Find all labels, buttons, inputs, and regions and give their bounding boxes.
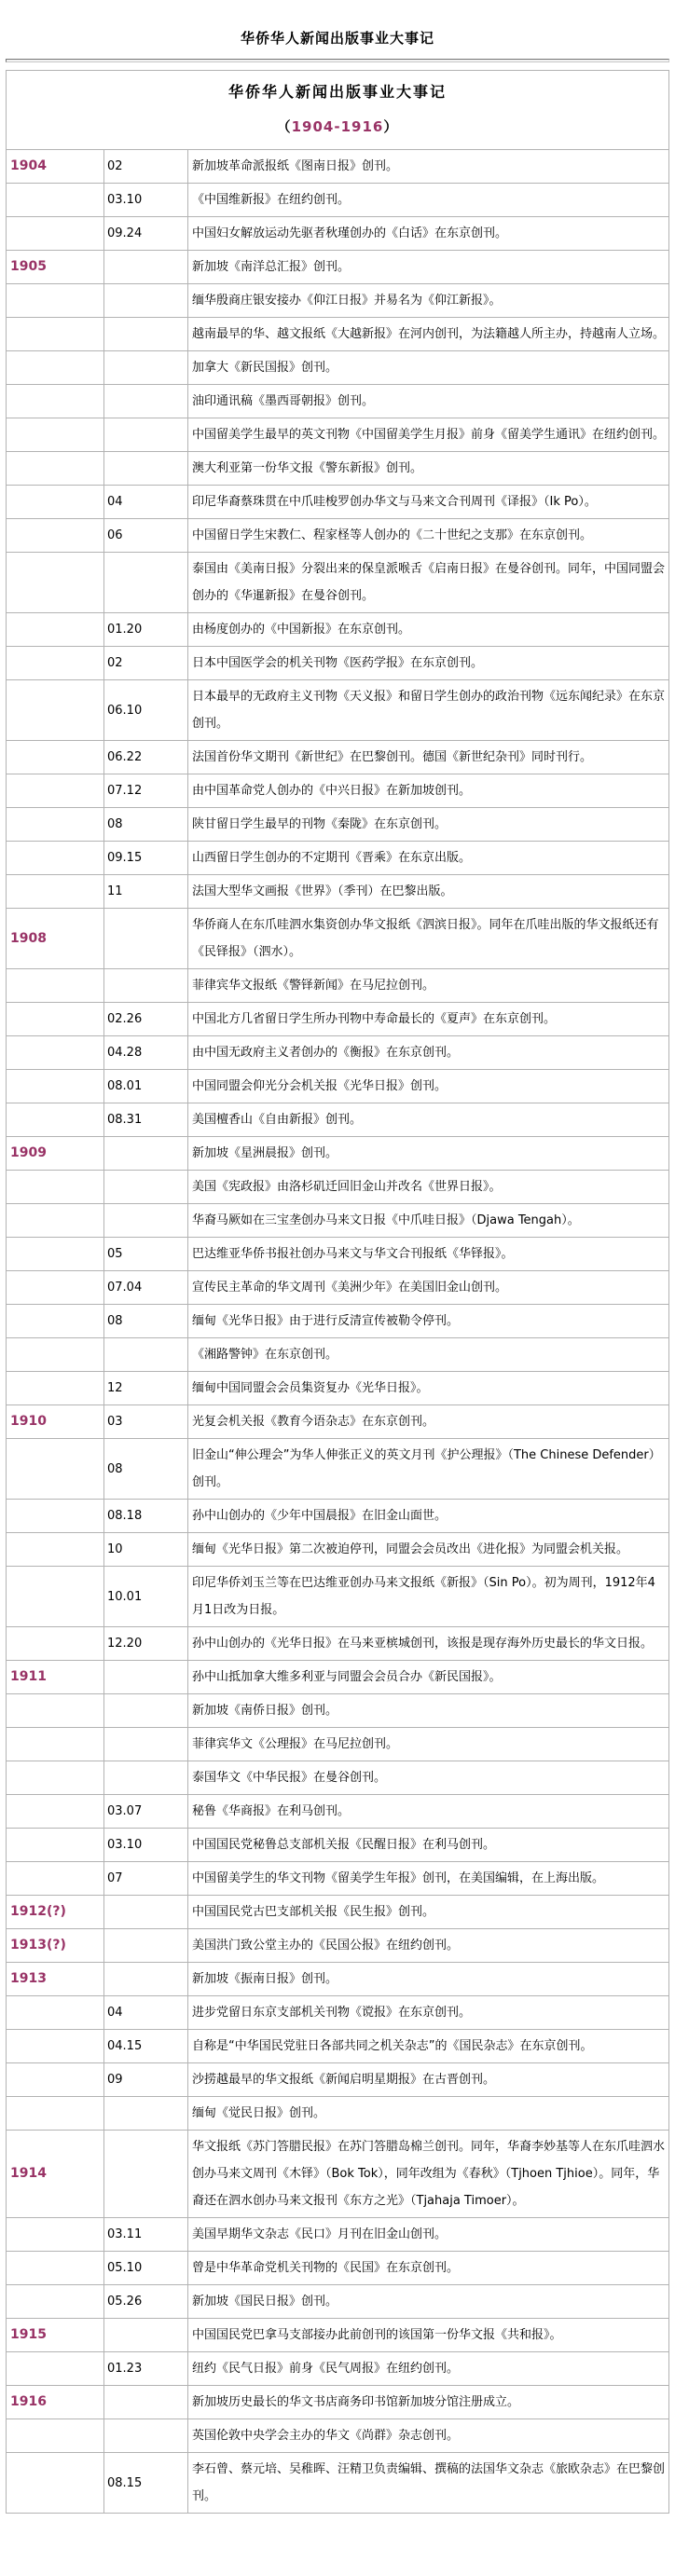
- event-cell: 光复会机关报《教育今语杂志》在东京创刊。: [188, 1405, 669, 1439]
- table-row: [7, 2453, 669, 2514]
- date-cell: 01.23: [104, 2352, 188, 2386]
- event-cell: 新加坡历史最长的华文书店商务印书馆新加坡分馆注册成立。: [188, 2386, 669, 2419]
- year-cell: [7, 385, 104, 418]
- year-cell: [7, 351, 104, 385]
- date-cell: [104, 452, 188, 486]
- year-cell: [7, 184, 104, 217]
- date-cell: 08.01: [104, 1070, 188, 1103]
- event-cell: 由中国革命党人创办的《中兴日报》在新加坡创刊。: [188, 774, 669, 808]
- year-cell: [7, 2063, 104, 2097]
- date-cell: 02.26: [104, 1003, 188, 1036]
- event-cell: 法国大型华文画报《世界》（季刊）在巴黎出版。: [188, 875, 669, 909]
- date-cell: [104, 351, 188, 385]
- event-cell: 山西留日学生创办的不定期刊《晋乘》在东京出版。: [188, 842, 669, 875]
- year-cell: [7, 217, 104, 251]
- date-cell: 02: [104, 150, 188, 184]
- event-cell: 新加坡《南洋总汇报》创刊。: [188, 251, 669, 284]
- table-row: [7, 1372, 669, 1405]
- table-row: [7, 1137, 669, 1171]
- event-cell: 加拿大《新民国报》创刊。: [188, 351, 669, 385]
- date-cell: 05: [104, 1238, 188, 1271]
- date-cell: 09.24: [104, 217, 188, 251]
- date-cell: [104, 2131, 188, 2218]
- table-body: [7, 150, 669, 2514]
- event-cell: 中国北方几省留日学生所办刊物中寿命最长的《夏声》在东京创刊。: [188, 1003, 669, 1036]
- event-cell: 中国同盟会仰光分会机关报《光华日报》创刊。: [188, 1070, 669, 1103]
- date-cell: 04: [104, 1996, 188, 2030]
- date-cell: [104, 553, 188, 613]
- date-cell: 08.15: [104, 2453, 188, 2514]
- date-cell: 03.11: [104, 2218, 188, 2252]
- date-cell: 10.01: [104, 1567, 188, 1627]
- year-cell: 1915: [7, 2319, 104, 2352]
- table-row: [7, 2319, 669, 2352]
- table-row: [7, 1896, 669, 1929]
- table-row: [7, 613, 669, 647]
- event-cell: 澳大利亚第一份华文报《警东新报》创刊。: [188, 452, 669, 486]
- event-cell: 孙中山创办的《光华日报》在马来亚槟城创刊，该报是现存海外历史最长的华文日报。: [188, 1627, 669, 1661]
- date-cell: 09: [104, 2063, 188, 2097]
- date-cell: [104, 318, 188, 351]
- event-cell: 秘鲁《华商报》在利马创刊。: [188, 1795, 669, 1829]
- event-cell: 中国留美学生最早的英文刊物《中国留美学生月报》前身《留美学生通讯》在纽约创刊。: [188, 418, 669, 452]
- event-cell: 新加坡《国民日报》创刊。: [188, 2285, 669, 2319]
- year-cell: [7, 1204, 104, 1238]
- date-cell: 08.31: [104, 1103, 188, 1137]
- event-cell: 日本最早的无政府主义刊物《天义报》和留日学生创办的政治刊物《远东闻纪录》在东京创刊。: [188, 680, 669, 741]
- table-row: [7, 969, 669, 1003]
- event-cell: 法国首份华文期刊《新世纪》在巴黎创刊。德国《新世纪杂刊》同时刊行。: [188, 741, 669, 774]
- date-cell: [104, 1896, 188, 1929]
- table-row: [7, 1271, 669, 1305]
- table-row: [7, 2352, 669, 2386]
- table-row: [7, 842, 669, 875]
- table-row: [7, 2218, 669, 2252]
- event-cell: 孙中山创办的《少年中国晨报》在旧金山面世。: [188, 1500, 669, 1533]
- date-cell: [104, 1661, 188, 1694]
- year-cell: 1913(?): [7, 1929, 104, 1963]
- event-cell: 中国留美学生的华文刊物《留美学生年报》创刊，在美国编辑，在上海出版。: [188, 1862, 669, 1896]
- table-row: [7, 1305, 669, 1338]
- date-cell: 05.10: [104, 2252, 188, 2285]
- date-cell: 07.12: [104, 774, 188, 808]
- year-cell: [7, 613, 104, 647]
- date-cell: [104, 2386, 188, 2419]
- event-cell: 新加坡《星洲晨报》创刊。: [188, 1137, 669, 1171]
- date-cell: [104, 2097, 188, 2131]
- date-cell: 07.04: [104, 1271, 188, 1305]
- table-row: [7, 1661, 669, 1694]
- event-cell: 宣传民主革命的华文周刊《美洲少年》在美国旧金山创刊。: [188, 1271, 669, 1305]
- table-row: [7, 680, 669, 741]
- event-cell: 《中国维新报》在纽约创刊。: [188, 184, 669, 217]
- date-cell: [104, 1338, 188, 1372]
- table-header-row: [7, 71, 669, 150]
- table-row: [7, 1405, 669, 1439]
- year-cell: [7, 1761, 104, 1795]
- year-cell: [7, 1439, 104, 1500]
- date-cell: [104, 1171, 188, 1204]
- date-cell: 03: [104, 1405, 188, 1439]
- page-title: 华侨华人新闻出版事业大事记: [240, 30, 434, 47]
- event-cell: 缅甸《光华日报》由于进行反清宣传被勒令停刊。: [188, 1305, 669, 1338]
- table-row: [7, 217, 669, 251]
- table-row: [7, 2386, 669, 2419]
- year-cell: [7, 1862, 104, 1896]
- year-cell: [7, 452, 104, 486]
- page: [0, 28, 675, 2514]
- year-cell: [7, 1829, 104, 1862]
- date-cell: [104, 2319, 188, 2352]
- event-cell: 进步党留日东京支部机关刊物《谠报》在东京创刊。: [188, 1996, 669, 2030]
- date-cell: 11: [104, 875, 188, 909]
- date-cell: [104, 1204, 188, 1238]
- date-cell: [104, 385, 188, 418]
- year-cell: [7, 1533, 104, 1567]
- event-cell: 《湘路警钟》在东京创刊。: [188, 1338, 669, 1372]
- year-cell: [7, 1694, 104, 1728]
- date-cell: [104, 1929, 188, 1963]
- year-cell: [7, 1003, 104, 1036]
- event-cell: 华侨商人在东爪哇泗水集资创办华文报纸《泗滨日报》。同年在爪哇出版的华文报纸还有《民铎报》（泗水）。: [188, 909, 669, 969]
- date-cell: 08: [104, 1439, 188, 1500]
- event-cell: 孙中山抵加拿大维多利亚与同盟会会员合办《新民国报》。: [188, 1661, 669, 1694]
- event-cell: 由杨度创办的《中国新报》在东京创刊。: [188, 613, 669, 647]
- date-cell: 04.15: [104, 2030, 188, 2063]
- table-row: [7, 2252, 669, 2285]
- year-cell: [7, 969, 104, 1003]
- table-row: [7, 318, 669, 351]
- event-cell: 美国檀香山《自由新报》创刊。: [188, 1103, 669, 1137]
- date-cell: 03.10: [104, 1829, 188, 1862]
- table-row: [7, 2063, 669, 2097]
- event-cell: 泰国由《美南日报》分裂出来的保皇派喉舌《启南日报》在曼谷创刊。同年，中国同盟会创办的《华暹新报》在曼谷创刊。: [188, 553, 669, 613]
- table-row: [7, 1533, 669, 1567]
- year-cell: 1910: [7, 1405, 104, 1439]
- year-cell: [7, 1036, 104, 1070]
- table-row: [7, 553, 669, 613]
- year-cell: [7, 1103, 104, 1137]
- table-row: [7, 875, 669, 909]
- table-row: [7, 2131, 669, 2218]
- event-cell: 中国国民党秘鲁总支部机关报《民醒日报》在利马创刊。: [188, 1829, 669, 1862]
- date-cell: [104, 251, 188, 284]
- table-row: [7, 452, 669, 486]
- date-cell: [104, 969, 188, 1003]
- subtitle-year-range: 1904-1916: [291, 118, 384, 135]
- year-cell: [7, 318, 104, 351]
- event-cell: 新加坡《振南日报》创刊。: [188, 1963, 669, 1996]
- event-cell: 沙捞越最早的华文报纸《新闻启明星期报》在古晋创刊。: [188, 2063, 669, 2097]
- year-cell: [7, 2285, 104, 2319]
- table-row: [7, 1439, 669, 1500]
- year-cell: [7, 875, 104, 909]
- table-row: [7, 418, 669, 452]
- year-cell: [7, 1567, 104, 1627]
- year-cell: [7, 418, 104, 452]
- table-row: [7, 1728, 669, 1761]
- table-row: [7, 385, 669, 418]
- year-cell: 1916: [7, 2386, 104, 2419]
- date-cell: [104, 1728, 188, 1761]
- table-row: [7, 1103, 669, 1137]
- table-row: [7, 2285, 669, 2319]
- table-row: [7, 486, 669, 519]
- event-cell: 缅甸《光华日报》第二次被迫停刊，同盟会会员改出《进化报》为同盟会机关报。: [188, 1533, 669, 1567]
- table-row: [7, 251, 669, 284]
- year-cell: [7, 680, 104, 741]
- year-cell: [7, 284, 104, 318]
- year-cell: [7, 1500, 104, 1533]
- date-cell: [104, 1761, 188, 1795]
- year-cell: [7, 1338, 104, 1372]
- table-subtitle: [10, 116, 665, 136]
- year-cell: [7, 2218, 104, 2252]
- event-cell: 缅华殷商庄银安接办《仰江日报》并易名为《仰江新报》。: [188, 284, 669, 318]
- year-cell: [7, 2097, 104, 2131]
- table-row: [7, 774, 669, 808]
- event-cell: 陕甘留日学生最早的刊物《秦陇》在东京创刊。: [188, 808, 669, 842]
- event-cell: 菲律宾华文报纸《警铎新闻》在马尼拉创刊。: [188, 969, 669, 1003]
- year-cell: 1913: [7, 1963, 104, 1996]
- date-cell: 04: [104, 486, 188, 519]
- event-cell: 油印通讯稿《墨西哥朝报》创刊。: [188, 385, 669, 418]
- table-row: [7, 1070, 669, 1103]
- table-row: [7, 1338, 669, 1372]
- table-row: [7, 1500, 669, 1533]
- event-cell: 新加坡《南侨日报》创刊。: [188, 1694, 669, 1728]
- event-cell: 中国国民党古巴支部机关报《民生报》创刊。: [188, 1896, 669, 1929]
- year-cell: [7, 1070, 104, 1103]
- date-cell: 06.22: [104, 741, 188, 774]
- table-row: [7, 808, 669, 842]
- date-cell: 02: [104, 647, 188, 680]
- event-cell: 泰国华文《中华民报》在曼谷创刊。: [188, 1761, 669, 1795]
- table-row: [7, 1996, 669, 2030]
- table-header-cell: [7, 71, 669, 150]
- year-cell: [7, 2453, 104, 2514]
- year-cell: [7, 1171, 104, 1204]
- date-cell: 03.07: [104, 1795, 188, 1829]
- year-cell: [7, 2419, 104, 2453]
- event-cell: 旧金山“伸公理会”为华人伸张正义的英文月刊《护公理报》（The Chinese Defender）创刊。: [188, 1439, 669, 1500]
- date-cell: 09.15: [104, 842, 188, 875]
- date-cell: 04.28: [104, 1036, 188, 1070]
- event-cell: 印尼华裔蔡珠贯在中爪哇梭罗创办华文与马来文合刊周刊《译报》（Ik Po）。: [188, 486, 669, 519]
- event-cell: 缅甸中国同盟会会员集资复办《光华日报》。: [188, 1372, 669, 1405]
- date-cell: [104, 284, 188, 318]
- date-cell: 07: [104, 1862, 188, 1896]
- table-row: [7, 1567, 669, 1627]
- year-cell: [7, 2352, 104, 2386]
- table-row: [7, 184, 669, 217]
- year-cell: [7, 741, 104, 774]
- event-cell: 美国洪门致公堂主办的《民国公报》在纽约创刊。: [188, 1929, 669, 1963]
- date-cell: 08.18: [104, 1500, 188, 1533]
- year-cell: [7, 1271, 104, 1305]
- year-cell: 1908: [7, 909, 104, 969]
- event-cell: 自称是“中华国民党驻日各部共同之机关杂志”的《国民杂志》在东京创刊。: [188, 2030, 669, 2063]
- year-cell: [7, 774, 104, 808]
- table-row: [7, 519, 669, 553]
- year-cell: [7, 842, 104, 875]
- date-cell: [104, 909, 188, 969]
- year-cell: 1904: [7, 150, 104, 184]
- date-cell: 05.26: [104, 2285, 188, 2319]
- year-cell: [7, 486, 104, 519]
- event-cell: 英国伦敦中央学会主办的华文《尚群》杂志创刊。: [188, 2419, 669, 2453]
- year-cell: [7, 1795, 104, 1829]
- table-row: [7, 150, 669, 184]
- events-table: [6, 70, 669, 2514]
- horizontal-divider: [6, 59, 669, 62]
- table-row: [7, 2419, 669, 2453]
- date-cell: [104, 1137, 188, 1171]
- event-cell: 巴达维亚华侨书报社创办马来文与华文合刊报纸《华铎报》。: [188, 1238, 669, 1271]
- year-cell: [7, 1728, 104, 1761]
- event-cell: 日本中国医学会的机关刊物《医药学报》在东京创刊。: [188, 647, 669, 680]
- date-cell: 01.20: [104, 613, 188, 647]
- event-cell: 新加坡革命派报纸《图南日报》创刊。: [188, 150, 669, 184]
- event-cell: 美国《宪政报》由洛杉矶迁回旧金山并改名《世界日报》。: [188, 1171, 669, 1204]
- table-row: [7, 1694, 669, 1728]
- event-cell: 缅甸《觉民日报》创刊。: [188, 2097, 669, 2131]
- table-row: [7, 1171, 669, 1204]
- table-row: [7, 2097, 669, 2131]
- event-cell: 越南最早的华、越文报纸《大越新报》在河内创刊，为法籍越人所主办，持越南人立场。: [188, 318, 669, 351]
- event-cell: 华裔马厥如在三宝垄创办马来文日报《中爪哇日报》（Djawa Tengah）。: [188, 1204, 669, 1238]
- table-row: [7, 351, 669, 385]
- year-cell: [7, 1372, 104, 1405]
- date-cell: 12: [104, 1372, 188, 1405]
- date-cell: [104, 1963, 188, 1996]
- event-cell: 李石曾、蔡元培、吴稚晖、汪精卫负责编辑、撰稿的法国华文杂志《旅欧杂志》在巴黎创刊。: [188, 2453, 669, 2514]
- event-cell: 中国国民党巴拿马支部接办此前创刊的该国第一份华文报《共和报》。: [188, 2319, 669, 2352]
- year-cell: [7, 1238, 104, 1271]
- table-row: [7, 1829, 669, 1862]
- year-cell: [7, 1305, 104, 1338]
- event-cell: 印尼华侨刘玉兰等在巴达维亚创办马来文报纸《新报》（Sin Po）。初为周刊，1912年4月1日改为日报。: [188, 1567, 669, 1627]
- date-cell: 06: [104, 519, 188, 553]
- event-cell: 中国留日学生宋教仁、程家柽等人创办的《二十世纪之支那》在东京创刊。: [188, 519, 669, 553]
- date-cell: 08: [104, 1305, 188, 1338]
- event-cell: 中国妇女解放运动先驱者秋瑾创办的《白话》在东京创刊。: [188, 217, 669, 251]
- table-row: [7, 1036, 669, 1070]
- year-cell: [7, 1627, 104, 1661]
- table-row: [7, 284, 669, 318]
- date-cell: [104, 1694, 188, 1728]
- table-row: [7, 1795, 669, 1829]
- year-cell: [7, 647, 104, 680]
- year-cell: [7, 2030, 104, 2063]
- table-row: [7, 1204, 669, 1238]
- date-cell: 10: [104, 1533, 188, 1567]
- date-cell: [104, 2419, 188, 2453]
- subtitle-open-paren: （: [276, 118, 292, 135]
- table-row: [7, 1929, 669, 1963]
- year-cell: [7, 553, 104, 613]
- table-row: [7, 741, 669, 774]
- event-cell: 美国早期华文杂志《民口》月刊在旧金山创刊。: [188, 2218, 669, 2252]
- table-row: [7, 647, 669, 680]
- table-row: [7, 909, 669, 969]
- year-cell: 1909: [7, 1137, 104, 1171]
- event-cell: 纽约《民气日报》前身《民气周报》在纽约创刊。: [188, 2352, 669, 2386]
- table-row: [7, 1627, 669, 1661]
- year-cell: 1911: [7, 1661, 104, 1694]
- date-cell: 03.10: [104, 184, 188, 217]
- date-cell: 08: [104, 808, 188, 842]
- table-row: [7, 1761, 669, 1795]
- table-row: [7, 1238, 669, 1271]
- year-cell: [7, 1996, 104, 2030]
- event-cell: 由中国无政府主义者创办的《衡报》在东京创刊。: [188, 1036, 669, 1070]
- date-cell: 12.20: [104, 1627, 188, 1661]
- subtitle-close-paren: ）: [383, 118, 399, 135]
- date-cell: 06.10: [104, 680, 188, 741]
- year-cell: [7, 808, 104, 842]
- year-cell: 1914: [7, 2131, 104, 2218]
- event-cell: 华文报纸《苏门答腊民报》在苏门答腊岛棉兰创刊。同年，华裔李妙基等人在东爪哇泗水创办马来文周刊《木铎》（Bok Tok），同年改组为《春秋》（Tjhoen Tjhioe）。同年，华裔还在泗水创办马来文报刊《东方之光》（Tjahaja Timoer）。: [188, 2131, 669, 2218]
- date-cell: [104, 418, 188, 452]
- year-cell: [7, 519, 104, 553]
- event-cell: 菲律宾华文《公理报》在马尼拉创刊。: [188, 1728, 669, 1761]
- table-row: [7, 1963, 669, 1996]
- year-cell: 1905: [7, 251, 104, 284]
- table-row: [7, 2030, 669, 2063]
- event-cell: 曾是中华革命党机关刊物的《民国》在东京创刊。: [188, 2252, 669, 2285]
- year-cell: [7, 2252, 104, 2285]
- year-cell: 1912(?): [7, 1896, 104, 1929]
- table-row: [7, 1003, 669, 1036]
- table-row: [7, 1862, 669, 1896]
- table-title: 华侨华人新闻出版事业大事记: [227, 83, 447, 101]
